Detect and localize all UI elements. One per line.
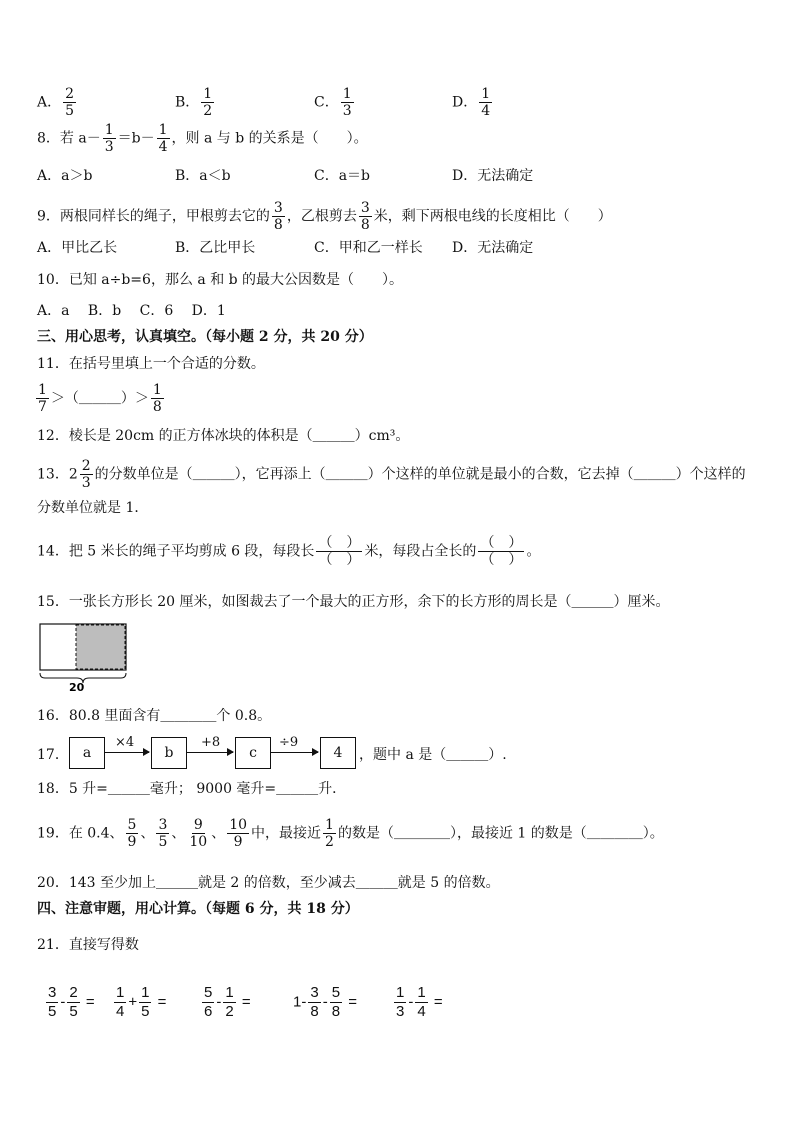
- q17-op-1: ×4: [115, 735, 135, 750]
- q21-expr-2: $\frac{1}{4}$ + $\frac{1}{5}$ =: [116, 984, 167, 1020]
- q17-arrow-2: [186, 752, 233, 753]
- q17-box-c: c: [235, 737, 271, 769]
- q19-question: 19．在 0.4、 $\frac{5}{9}$ 、 $\frac{3}{5}$ 、 $\frac{9}{10}$ 、 $\frac{10}{9}$ 中，最接近 $\frac{1}{2}$ 的数是（＿＿＿＿），最接近 1 的数是（＿＿＿＿）。: [37, 817, 664, 850]
- q7-option-d: D． $\frac{1}{4}$: [452, 86, 491, 119]
- q17-tail: ，题中 a 是（＿＿＿）.: [359, 747, 507, 763]
- q18-question: 18．5 升=＿＿＿毫升； 9000 毫升=＿＿＿升．: [37, 781, 347, 797]
- q17-box-b: b: [151, 737, 187, 769]
- q21-expr-1: $\frac{3}{5}$ - $\frac{2}{5}$ =: [48, 984, 95, 1020]
- q17-arrow-1: [104, 752, 149, 753]
- q15-question: 15．一张长方形长 20 厘米，如图裁去了一个最大的正方形，余下的长方形的周长是（＿＿＿）厘米。: [37, 594, 670, 610]
- q12-question: 12．棱长是 20cm 的正方体冰块的体积是（＿＿＿）cm³。: [37, 428, 410, 444]
- q21-expr-5: $\frac{1}{3}$ - $\frac{1}{4}$ =: [396, 984, 443, 1020]
- q7-option-a: A． $\frac{2}{5}$: [37, 86, 75, 119]
- q15-cut-square: [76, 625, 125, 669]
- q8-option-b: B．a＜b: [175, 168, 231, 184]
- q16-question: 16．80.8 里面含有＿＿＿＿个 0.8。: [37, 708, 272, 724]
- q17-box-result: 4: [320, 737, 356, 769]
- q7-option-b: B． $\frac{1}{2}$: [175, 86, 213, 119]
- q15-length-label: 20: [69, 681, 85, 693]
- q17-arrow-3: [270, 752, 318, 753]
- q7-option-c: C． $\frac{1}{3}$: [314, 86, 352, 119]
- q9-option-a: A．甲比乙长: [37, 240, 118, 256]
- section-4-heading: 四、注意审题，用心计算。（每题 6 分，共 18 分）: [37, 901, 359, 917]
- q14-question: 14．把 5 米长的绳子平均剪成 6 段，每段长 $\frac{( )}{( )}$ 米，每段占全长的 $\frac{( )}{( )}$ 。: [37, 535, 541, 568]
- q17-box-a: a: [69, 737, 105, 769]
- q21-expr-3: $\frac{5}{6}$ - $\frac{1}{2}$ =: [204, 984, 251, 1020]
- q9-option-c: C．甲和乙一样长: [314, 240, 423, 256]
- q21-expr-4: 1- $\frac{3}{8}$ - $\frac{5}{8}$ =: [293, 984, 357, 1020]
- q17-flow: [37, 737, 537, 769]
- q13-question: 13．2 $\frac{2}{3}$ 的分数单位是（＿＿＿），它再添上（＿＿＿）个这样的单位就是最小的合数，它去掉（＿＿＿）个这样的: [37, 458, 746, 491]
- q20-question: 20．143 至少加上＿＿＿就是 2 的倍数，至少减去＿＿＿就是 5 的倍数。: [37, 875, 500, 891]
- q21-title: 21．直接写得数: [37, 937, 139, 953]
- q8-option-d: D．无法确定: [452, 168, 534, 184]
- section-3-heading: 三、用心思考，认真填空。（每小题 2 分，共 20 分）: [37, 329, 373, 345]
- q8-question: 8．若 a－ $\frac{1}{3}$ ＝b－ $\frac{1}{4}$ ，则 a 与 b 的关系是（ ）。: [37, 122, 368, 155]
- q13-question-cont: 分数单位就是 1．: [37, 500, 149, 516]
- q17-number: 17．: [37, 747, 69, 763]
- q15-rectangle-figure: [36, 621, 131, 693]
- q10-question: 10．已知 a÷b=6，那么 a 和 b 的最大公因数是（ ）。: [37, 272, 404, 288]
- q17-op-3: ÷9: [279, 735, 299, 750]
- q8-option-c: C．a＝b: [314, 168, 371, 184]
- q8-option-a: A．a＞b: [37, 168, 93, 184]
- q17-op-2: +8: [201, 735, 221, 750]
- q10-options: A．a B．b C．6 D．1: [37, 303, 226, 319]
- q11-answer-line: $\frac{1}{7}$ ＞（＿＿＿）＞ $\frac{1}{8}$: [38, 382, 162, 415]
- q9-option-d: D．无法确定: [452, 240, 534, 256]
- q9-question: 9．两根同样长的绳子，甲根剪去它的 $\frac{3}{8}$ ，乙根剪去 $\frac{3}{8}$ 米，剩下两根电线的长度相比（ ）: [37, 200, 612, 233]
- q9-option-b: B．乙比甲长: [175, 240, 256, 256]
- q11-question: 11．在括号里填上一个合适的分数。: [37, 356, 265, 372]
